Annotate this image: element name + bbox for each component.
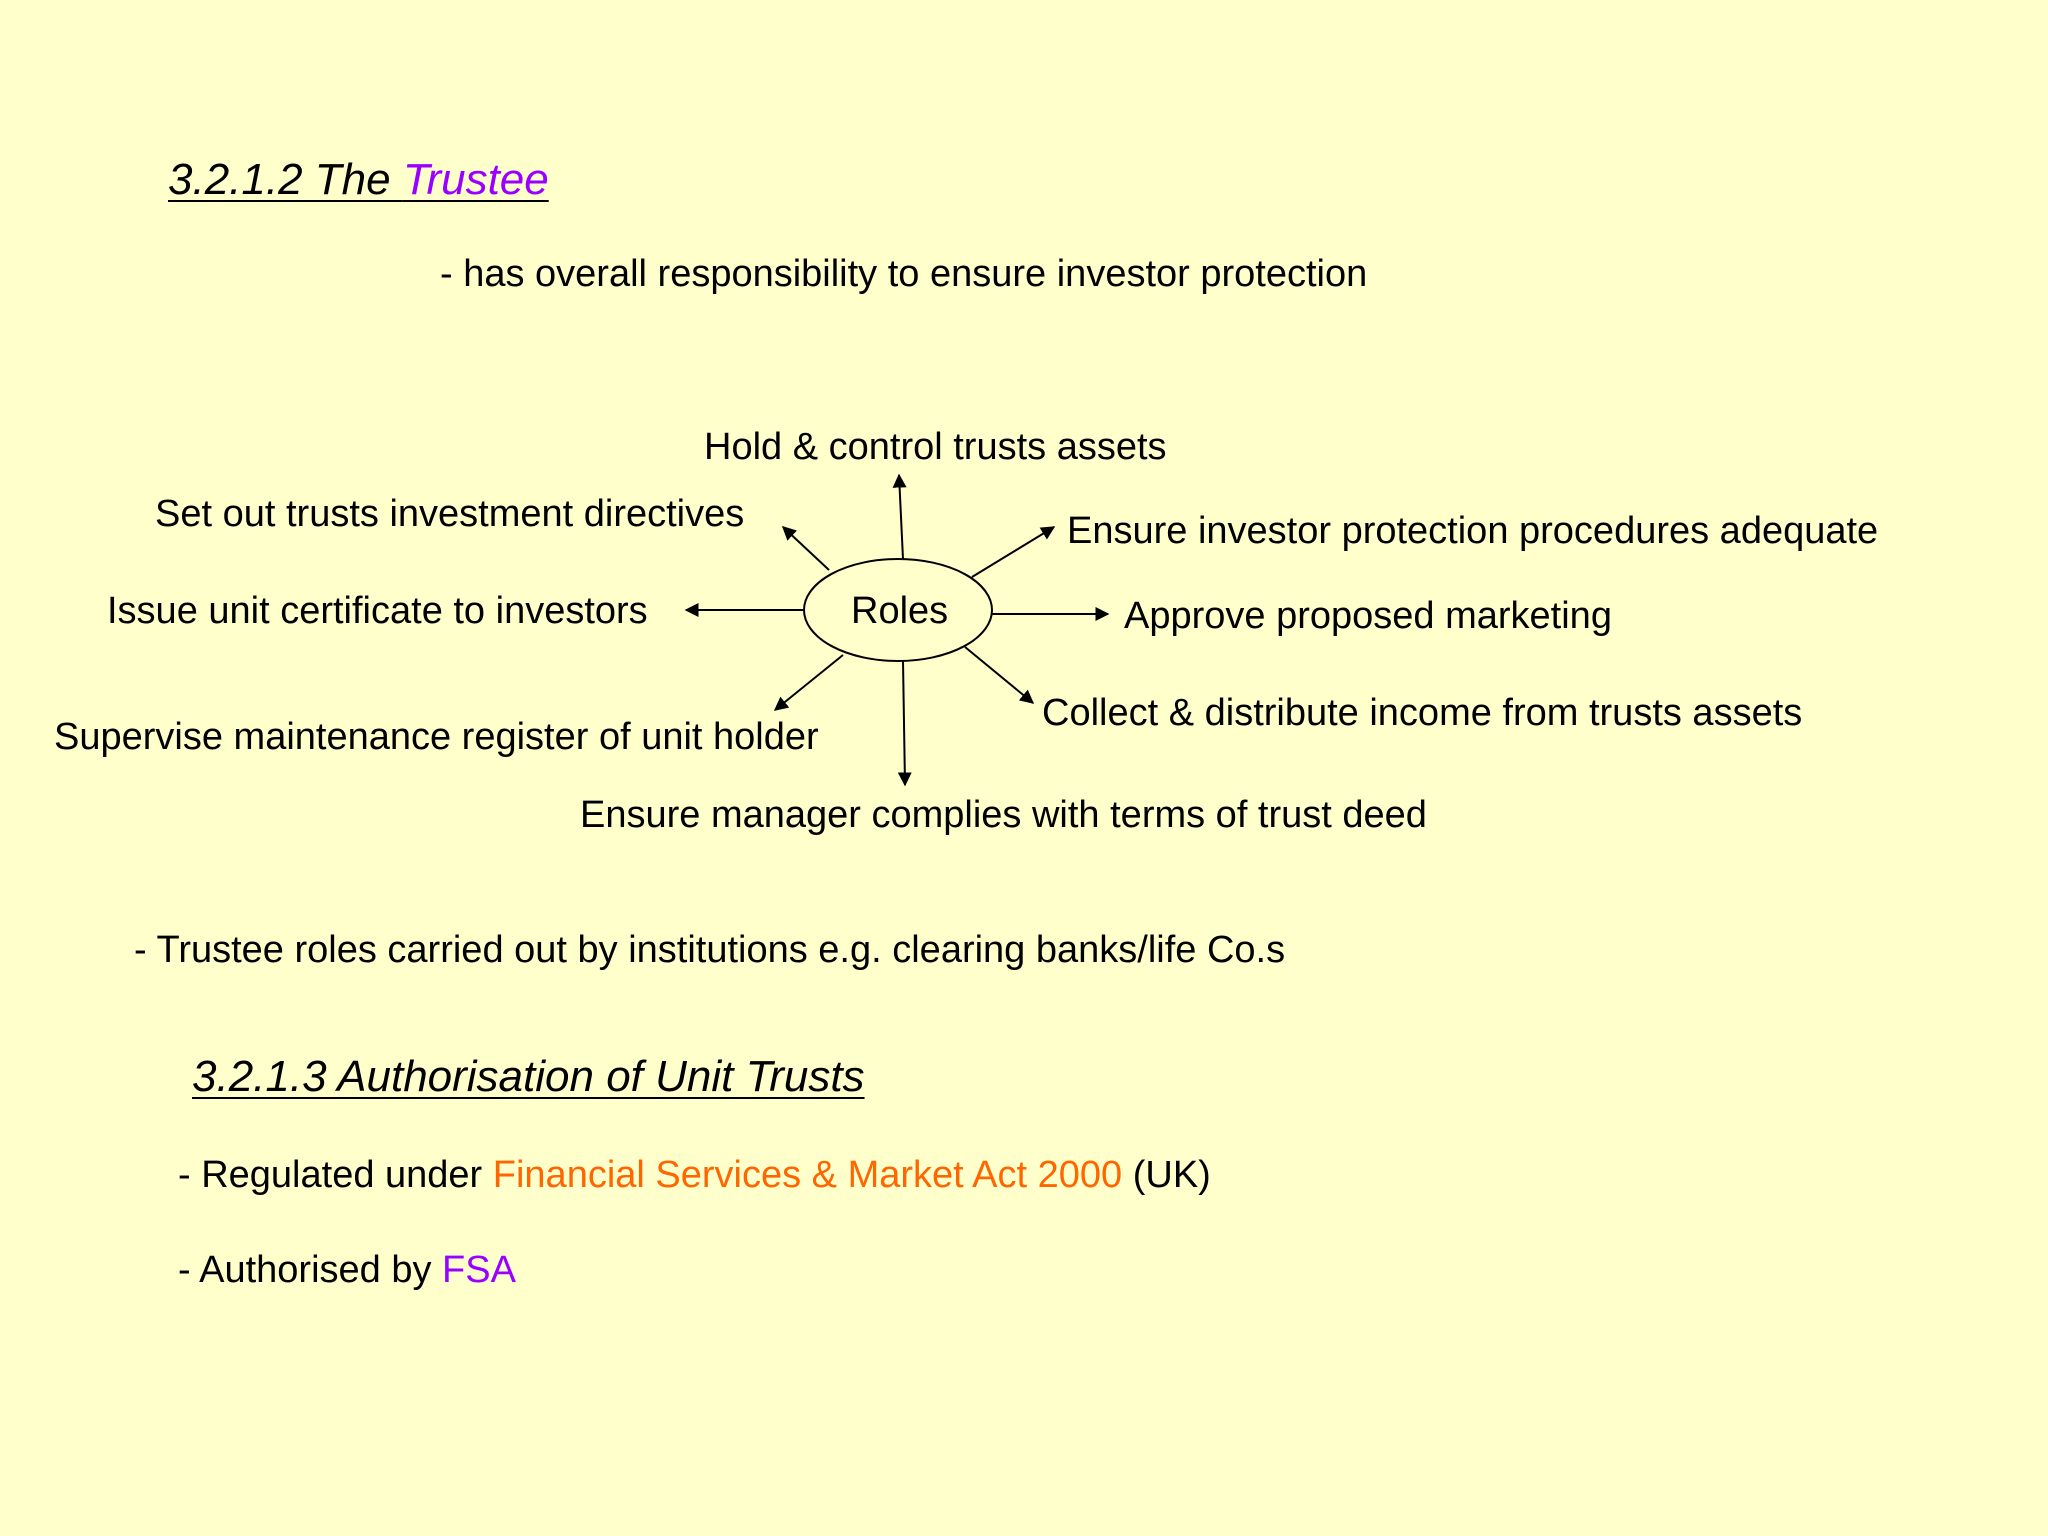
role-supervise-register: Supervise maintenance register of unit holder <box>54 716 819 758</box>
role-manager-complies: Ensure manager complies with terms of trust deed <box>580 794 1427 836</box>
arrow-up-left <box>783 527 829 570</box>
arrow-down-left <box>775 655 843 710</box>
role-issue-certificate: Issue unit certificate to investors <box>107 590 648 632</box>
regulated-prefix: - Regulated under <box>178 1154 493 1196</box>
regulated-act: Financial Services & Market Act 2000 <box>492 1154 1123 1196</box>
role-investment-directives: Set out trusts investment directives <box>155 493 745 535</box>
arrow-down-right <box>965 647 1033 703</box>
trustee-institutions-note: - Trustee roles carried out by institutions e.g. clearing banks/life Co.s <box>134 929 1286 971</box>
regulated-suffix: (UK) <box>1122 1154 1211 1196</box>
trustee-heading-highlight: Trustee <box>402 155 549 204</box>
roles-center-label: Roles <box>851 590 949 632</box>
arrow-up-right <box>972 527 1054 577</box>
role-approve-marketing: Approve proposed marketing <box>1124 595 1612 637</box>
authorised-prefix: - Authorised by <box>178 1249 443 1291</box>
trustee-bullet: - has overall responsibility to ensure investor protection <box>440 253 1368 295</box>
authorised-line <box>178 1251 516 1289</box>
role-hold-control: Hold & control trusts assets <box>704 426 1167 468</box>
regulated-line <box>178 1156 1211 1194</box>
trustee-heading-prefix: 3.2.1.2 The <box>168 155 403 204</box>
authorised-body: FSA <box>442 1249 516 1291</box>
role-collect-distribute: Collect & distribute income from trusts assets <box>1042 692 1803 734</box>
arrow-up <box>899 475 903 559</box>
role-investor-protection: Ensure investor protection procedures adequate <box>1067 510 1879 552</box>
arrow-down <box>903 661 905 785</box>
authorisation-heading: 3.2.1.3 Authorisation of Unit Trusts <box>192 1052 865 1101</box>
